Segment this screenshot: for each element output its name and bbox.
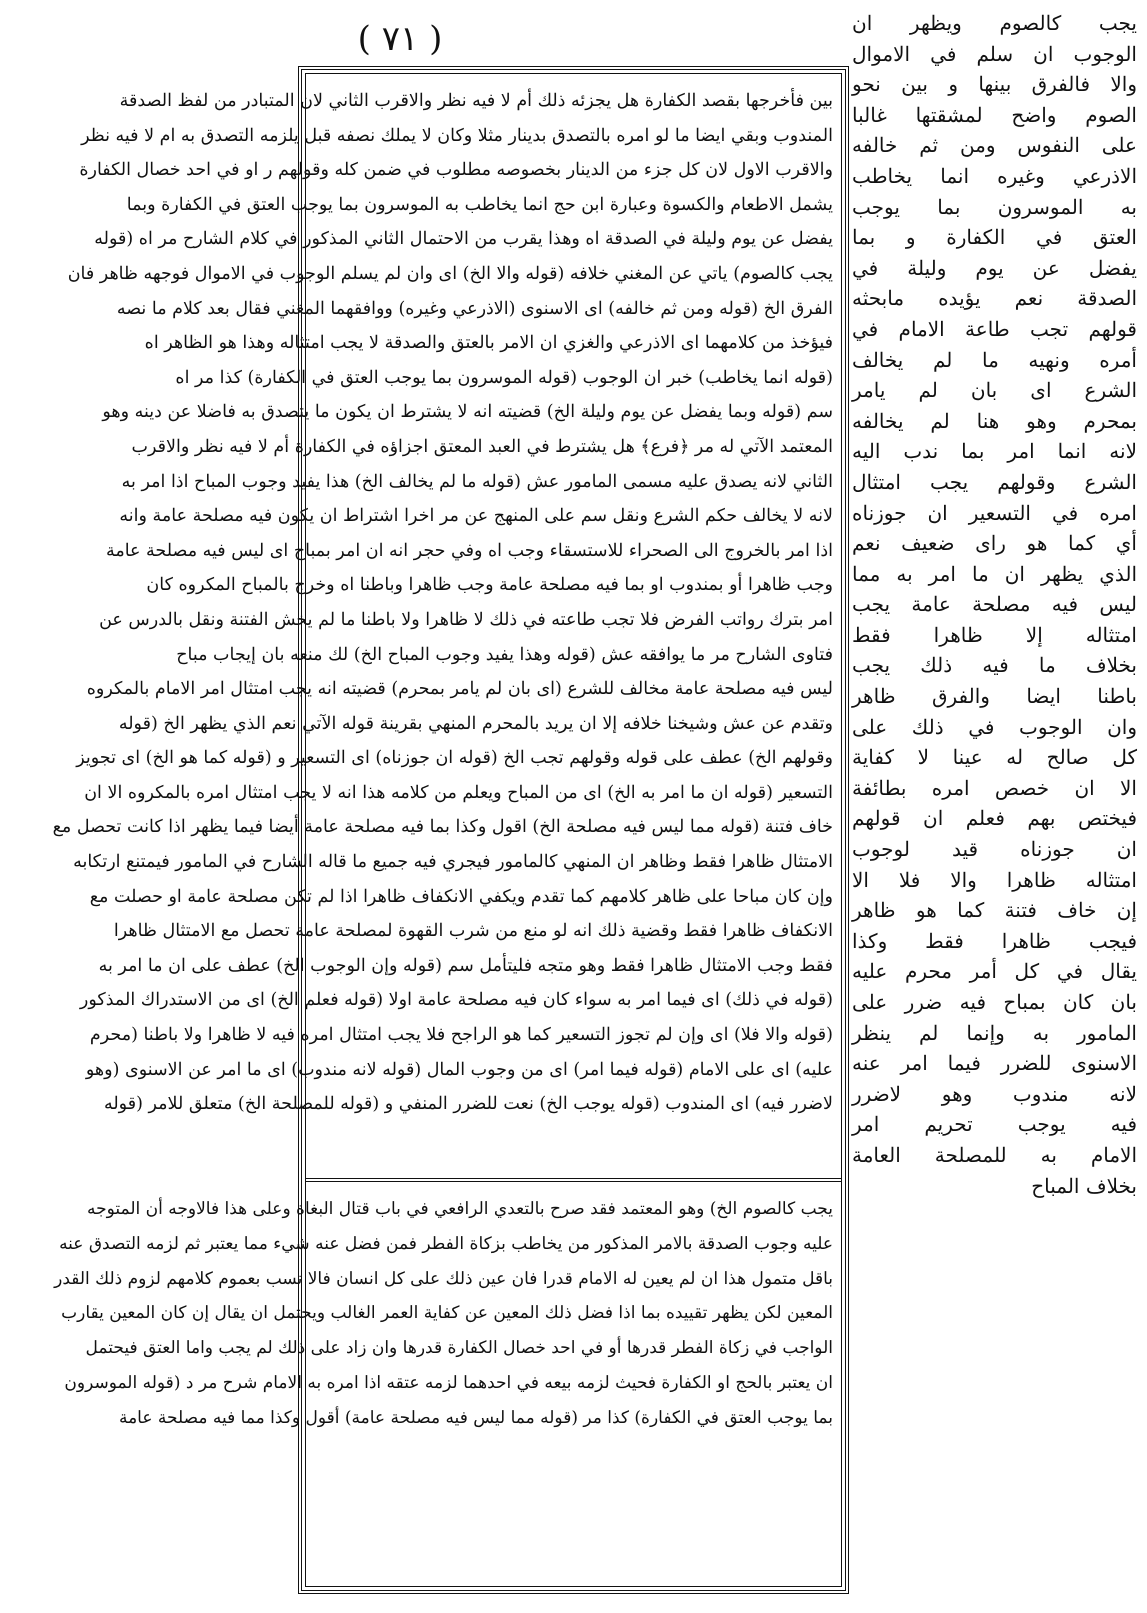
commentary-line: الامتثال ظاهرا فقط وظاهر ان المنهي كالمامور فيجري فيه جميع ما قاله الشارح في المامور فيمتنع ارتكابه <box>73 852 833 873</box>
margin-line: يفضل عن يوم وليلة في <box>852 255 1137 280</box>
lower-commentary-text <box>54 1192 833 1436</box>
commentary-line: فقط وجب الامتثال ظاهرا فقط وهو متجه فليتأمل سم (قوله وإن الوجوب الخ) عطف على ان ما امر به <box>98 955 833 976</box>
commentary-line: امر بترك رواتب الفرض فلا تجب طاعته في ذلك لا ظاهرا ولا باطنا ما لم يخش الفتنة ونقل بالدرس عن <box>99 609 833 630</box>
lower-line: يجب كالصوم الخ) وهو المعتمد فقد صرح بالتعدي الرافعي في باب قتال البغاة وعلى هذا فالاوجه أن المتوجه <box>86 1199 833 1219</box>
lower-line: بما يوجب العتق في الكفارة) كذا مر (قوله مما ليس فيه مصلحة عامة) أقول وكذا مما فيه مصلحة عامة <box>118 1407 833 1428</box>
commentary-line: بين فأخرجها بقصد الكفارة هل يجزئه ذلك أم لا فيه نظر والاقرب الثاني لان المتبادر من لفظ الصدقة <box>119 91 833 111</box>
commentary-line: الثاني لانه يصدق عليه مسمى المامور عش (قوله ما لم يخالف الخ) هذا يفيد وجوب المباح اذا امر به <box>121 471 833 492</box>
margin-line: الاسنوى للضرر فيما امر عنه <box>852 1051 1137 1076</box>
commentary-line: عليه) اى على الامام (قوله فيما امر) اى من وجوب المال (قوله لانه مندوب) اى ما امر عن الاسنوى (وهو <box>85 1059 833 1080</box>
commentary-text <box>52 84 833 1122</box>
margin-line: كل صالح له عينا لا كفاية <box>852 745 1137 770</box>
margin-line: فيجب ظاهرا فقط وكذا <box>852 928 1137 953</box>
commentary-line: سم (قوله وبما يفضل عن يوم وليلة الخ) قضيته انه لا يشترط ان يكون ما يتصدق به فاضلا عن دينه وهو <box>102 402 833 423</box>
margin-line: ان جوزناه قيد لوجوب <box>852 837 1137 862</box>
commentary-line: خاف فتنة (قوله مما ليس فيه مصلحة الخ) اقول وكذا بما فيه مصلحة عامة أيضا فيما يظهر اذا كانت تحصل مع <box>52 817 833 838</box>
margin-line: لانه مندوب وهو لاضرر <box>852 1081 1137 1106</box>
lower-line: باقل متمول هذا ان لم يعين له الامام قدرا فان عين ذلك على كل انسان فالا نسب بعموم كلامهم لزوم ذلك القدر <box>54 1268 833 1289</box>
margin-line: الصدقة نعم يؤيده مابحثه <box>852 286 1137 311</box>
margin-line: الامام به للمصلحة العامة <box>852 1142 1137 1167</box>
margin-line: المامور به وإنما لم ينظر <box>852 1020 1137 1045</box>
commentary-line: المعتمد الآتي له مر ﴿فرع﴾ هل يشترط في العبد المعتق اجزاؤه في الكفارة أم لا فيه نظر والاقرب <box>131 436 833 457</box>
commentary-line: فتاوى الشارح مر ما يوافقه عش (قوله وهذا يفيد وجوب المباح الخ) لك منعه بان إيجاب مباح <box>176 644 833 665</box>
commentary-line: ليس فيه مصلحة عامة مخالف للشرع (اى بان لم يامر بمحرم) قضيته انه يجب امتثال امر الامام بالمكروه <box>86 679 833 700</box>
margin-line: الصوم واضح لمشقتها غالبا <box>852 102 1137 127</box>
commentary-line: وإن كان مباحا على ظاهر كلامهم كما تقدم ويكفي الانكفاف ظاهرا اذا لم تكن مصلحة عامة او حصلت مع <box>89 886 833 907</box>
margin-line: قولهم تجب طاعة الامام في <box>852 316 1137 341</box>
margin-line: بخلاف المباح <box>1031 1173 1137 1198</box>
margin-line: العتق في الكفارة و بما <box>852 225 1137 250</box>
margin-line: لانه انما امر بما ندب اليه <box>852 439 1137 464</box>
commentary-line: الفرق الخ (قوله ومن ثم خالفه) اى الاسنوى (الاذرعي وغيره) ووافقهما المغني فقال بعد كلام ما نصه <box>116 298 833 319</box>
lower-line: المعين لكن يظهر تقييده بما اذا فضل ذلك المعين عن كفاية العمر الغالب ويحتمل ان يقال إن كان المعين يقارب <box>61 1303 833 1324</box>
margin-line: فيه يوجب تحريم امر <box>852 1112 1137 1137</box>
commentary-line: وجب ظاهرا أو بمندوب او بما فيه مصلحة عامة وجب ظاهرا وباطنا اه وخرج بالمباح المكروه كان <box>146 575 833 596</box>
commentary-line: لانه لا يخالف حكم الشرع ونقل سم على المنهج عن مر اخرا اشتراط ان يكون فيه مصلحة عامة وانه <box>119 506 833 527</box>
margin-line: أي كما هو راى ضعيف نعم <box>852 531 1137 556</box>
margin-line: أمره ونهيه ما لم يخالف <box>852 347 1137 372</box>
margin-line: الوجوب ان سلم في الاموال <box>852 41 1137 66</box>
commentary-line: المندوب وبقي ايضا ما لو امره بالتصدق بدينار مثلا وكان لا يملك نصفه قبل يلزمه التصدق به ام لا فيه نظر <box>81 125 833 146</box>
commentary-line: يفضل عن يوم وليلة في الصدقة اه وهذا يقرب من الاحتمال الثاني المذكور في كلام الشارح مر اه (قوله <box>94 229 833 250</box>
commentary-line: وقولهم الخ) عطف على قوله وقولهم تجب الخ (قوله ان جوزناه) اى التسعير و (قوله كما هو الخ) اى تجويز <box>76 748 833 769</box>
margin-line: الذي يظهر ان ما امر به مما <box>852 561 1137 586</box>
commentary-line: يجب كالصوم) ياتي عن المغني خلافه (قوله والا الخ) اى وان لم يسلم الوجوب في الاموال فوجهه ظاهر فان <box>67 263 833 284</box>
margin-line: الاذرعي وغيره انما يخاطب <box>852 163 1137 188</box>
commentary-line: فيؤخذ من كلامهما اى الاذرعي والغزي ان الامر بالعتق والصدقة لا يجب امتثاله وهذا هو الظاهر اه <box>144 333 833 354</box>
margin-line: الا ان خصص امره بطائفة <box>852 775 1137 800</box>
margin-line: يقال في كل أمر محرم عليه <box>852 959 1137 984</box>
margin-line: امره في التسعير ان جوزناه <box>852 500 1137 525</box>
commentary-line: يشمل الاطعام والكسوة وعبارة ابن حج انما يخاطب به الموسرون بما يوجب العتق في الكفارة وبما <box>126 194 833 215</box>
lower-line: عليه وجوب الصدقة بالامر المذكور من يخاطب بزكاة الفطر فمن فضل عنه شيء مما يعتبر ثم لزمه التصدق عنه <box>59 1233 833 1254</box>
lower-line: الواجب في زكاة الفطر قدرها أو في احد خصال الكفارة قدرها وان زاد على ذلك لم يجب واما العتق فيحتمل <box>85 1338 833 1359</box>
commentary-line: والاقرب الاول لان كل جزء من الدينار بخصوصه مطلوب في ضمن كله وقولهم ر او في احد خصال الكفارة <box>79 160 833 181</box>
commentary-line: لاضرر فيه) اى المندوب (قوله يوجب الخ) نعت للضرر المنفي و (قوله للمصلحة الخ) متعلق للامر (قوله <box>103 1094 833 1115</box>
commentary-line: وتقدم عن عش وشيخنا خلافه إلا ان يريد بالمحرم المنهي بقرينة قوله الآتي نعم الذي يظهر الخ (قوله <box>118 713 833 734</box>
commentary-line: الانكفاف ظاهرا فقط وقضية ذلك انه لو منع من شرب القهوة لمصلحة عامة تحصل مع الامتثال ظاهرا <box>113 921 833 942</box>
commentary-line: التسعير (قوله ان ما امر به الخ) اى من المباح ويعلم من كلامه هذا انه لا يجب امتثال امره بالمكروه الا ان <box>84 782 833 803</box>
main-frame <box>52 66 849 1594</box>
commentary-line: (قوله انما يخاطب) خبر ان الوجوب (قوله الموسرون بما يوجب العتق في الكفارة) كذا مر اه <box>175 367 833 388</box>
margin-line: الشرع وقولهم يجب امتثال <box>852 469 1137 494</box>
margin-line: باطنا ايضا والفرق ظاهر <box>852 684 1137 709</box>
margin-line: بمحرم وهو هنا لم يخالفه <box>852 408 1137 433</box>
margin-line: به الموسرون بما يوجب <box>852 194 1137 219</box>
section-divider <box>306 1178 841 1182</box>
margin-line: والا فالفرق بينها و بين نحو <box>852 72 1137 97</box>
margin-line: امتثاله ظاهرا والا فلا الا <box>852 867 1137 892</box>
margin-line: ليس فيه مصلحة عامة يجب <box>852 592 1137 617</box>
lower-line: ان يعتبر بالحج او الكفارة فحيث لزمه بيعه في احدهما لزمه عتقه اذا امره به الامام شرح مر د (قوله الموسرون <box>64 1372 833 1393</box>
commentary-line: (قوله والا فلا) اى وإن لم تجوز التسعير كما هو الراجح فلا يجب امتثال امره فيه لا ظاهرا ولا باطنا (محرم <box>89 1025 833 1046</box>
commentary-line: (قوله في ذلك) اى فيما امر به سواء كان فيه مصلحة عامة اولا (قوله فعلم الخ) اى من الاستدراك المذكور <box>79 990 833 1011</box>
margin-line: الشرع اى بان لم يامر <box>852 378 1137 403</box>
margin-column <box>852 8 1137 1201</box>
commentary-line: اذا امر بالخروج الى الصحراء للاستسقاء وجب اه وفي حجر انه ان امر بمباح اى ليس فيه مصلحة عامة <box>105 540 833 561</box>
margin-line: امتثاله إلا ظاهرا فقط <box>852 622 1137 647</box>
margin-line: بخلاف ما فيه ذلك يجب <box>852 653 1137 678</box>
margin-line: يجب كالصوم ويظهر ان <box>852 11 1137 35</box>
margin-line: بان كان بمباح فيه ضرر على <box>852 990 1137 1014</box>
page-number: ( ٧١ ) <box>357 19 443 59</box>
margin-line: فيختص بهم فعلم ان قولهم <box>852 806 1137 831</box>
margin-line: وان الوجوب في ذلك على <box>852 714 1137 739</box>
margin-line: إن خاف فتنة كما هو ظاهر <box>852 898 1137 923</box>
margin-line: على النفوس ومن ثم خالفه <box>852 133 1137 158</box>
